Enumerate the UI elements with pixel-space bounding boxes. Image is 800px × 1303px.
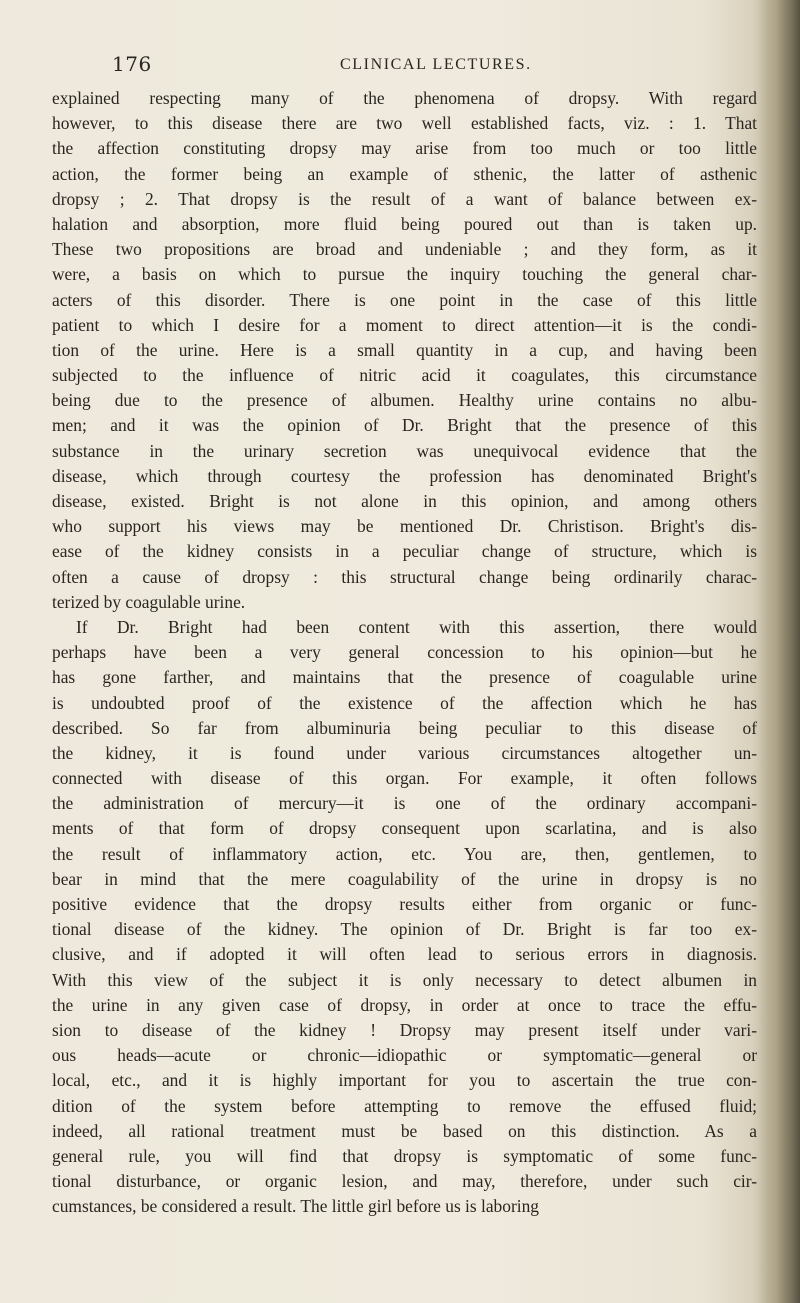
text-line: has gone farther, and maintains that the presence of coagulable urine xyxy=(52,667,757,688)
text-line: described. So far from albuminuria being peculiar to this disease of xyxy=(52,717,757,738)
text-line: patient to which I desire for a moment to direct attention—it is the condi- xyxy=(52,314,757,335)
text-line: men; and it was the opinion of Dr. Bright that the presence of this xyxy=(52,415,757,436)
body-text xyxy=(52,86,757,1219)
text-line: ous heads—acute or chronic—idiopathic or symptomatic—general or xyxy=(52,1045,757,1066)
text-line: bear in mind that the mere coagulability of the urine in dropsy is no xyxy=(52,868,757,889)
text-line: acters of this disorder. There is one point in the case of this little xyxy=(52,289,757,310)
text-line: ease of the kidney consists in a peculiar change of structure, which is xyxy=(52,541,757,562)
text-line: These two propositions are broad and undeniable ; and they form, as it xyxy=(52,239,757,260)
page-number: 176 xyxy=(112,52,152,76)
text-line: tional disease of the kidney. The opinion of Dr. Bright is far too ex- xyxy=(52,919,757,940)
text-line: the affection constituting dropsy may arise from too much or too little xyxy=(52,138,757,159)
text-line: halation and absorption, more fluid being poured out than is taken up. xyxy=(52,213,757,234)
text-line: connected with disease of this organ. For example, it often follows xyxy=(52,768,757,789)
page-header xyxy=(112,52,748,82)
running-title: CLINICAL LECTURES. xyxy=(340,56,532,73)
text-line: dition of the system before attempting to remove the effused fluid; xyxy=(52,1095,757,1116)
text-line: general rule, you will find that dropsy is symptomatic of some func- xyxy=(52,1145,757,1166)
text-line: disease, which through courtesy the profession has denominated Bright's xyxy=(52,465,757,486)
text-line: the administration of mercury—it is one of the ordinary accompani- xyxy=(52,793,757,814)
text-line: disease, existed. Bright is not alone in this opinion, and among others xyxy=(52,491,757,511)
text-line: is undoubted proof of the existence of the affection which he has xyxy=(52,692,757,713)
text-line: being due to the presence of albumen. Healthy urine contains no albu- xyxy=(52,390,757,411)
text-line: however, to this disease there are two well established facts, viz. : 1. That xyxy=(52,113,757,134)
text-line: positive evidence that the dropsy results either from organic or func- xyxy=(52,894,757,914)
text-line: the urine in any given case of dropsy, in order at once to trace the effu- xyxy=(52,994,757,1015)
text-line: subjected to the influence of nitric acid it coagulates, this circumstance xyxy=(52,365,757,386)
text-line: terized by coagulable urine. xyxy=(52,591,246,612)
text-line: were, a basis on which to pursue the inquiry touching the general char- xyxy=(52,264,757,285)
text-line: explained respecting many of the phenomena of dropsy. With regard xyxy=(52,88,757,108)
text-line: With this view of the subject it is only necessary to detect albumen in xyxy=(52,969,757,990)
text-line: cumstances, be considered a result. The little girl before us is laboring xyxy=(52,1196,539,1217)
text-line: the kidney, it is found under various circumstances altogether un- xyxy=(52,742,757,763)
text-line: who support his views may be mentioned Dr. Christison. Bright's dis- xyxy=(52,516,757,537)
text-line: perhaps have been a very general concession to his opinion—but he xyxy=(52,642,757,663)
text-line: tional disturbance, or organic lesion, and may, therefore, under such cir- xyxy=(52,1171,757,1192)
text-line: tion of the urine. Here is a small quantity in a cup, and having been xyxy=(52,339,757,360)
text-line: clusive, and if adopted it will often lead to serious errors in diagnosis. xyxy=(52,944,757,965)
text-line: the result of inflammatory action, etc. You are, then, gentlemen, to xyxy=(52,843,757,864)
text-line: indeed, all rational treatment must be based on this distinction. As a xyxy=(52,1120,757,1141)
text-line: local, etc., and it is highly important for you to ascertain the true con- xyxy=(52,1070,757,1091)
text-line: If Dr. Bright had been content with this assertion, there would xyxy=(76,616,757,637)
text-line: substance in the urinary secretion was unequivocal evidence that the xyxy=(52,440,757,461)
text-line: sion to disease of the kidney ! Dropsy may present itself under vari- xyxy=(52,1019,757,1040)
text-line: action, the former being an example of sthenic, the latter of asthenic xyxy=(52,163,757,184)
text-line: often a cause of dropsy : this structural change being ordinarily charac- xyxy=(52,566,757,587)
binding-gutter xyxy=(758,0,800,1303)
text-line: dropsy ; 2. That dropsy is the result of a want of balance between ex- xyxy=(52,188,757,209)
text-line: ments of that form of dropsy consequent upon scarlatina, and is also xyxy=(52,818,757,839)
